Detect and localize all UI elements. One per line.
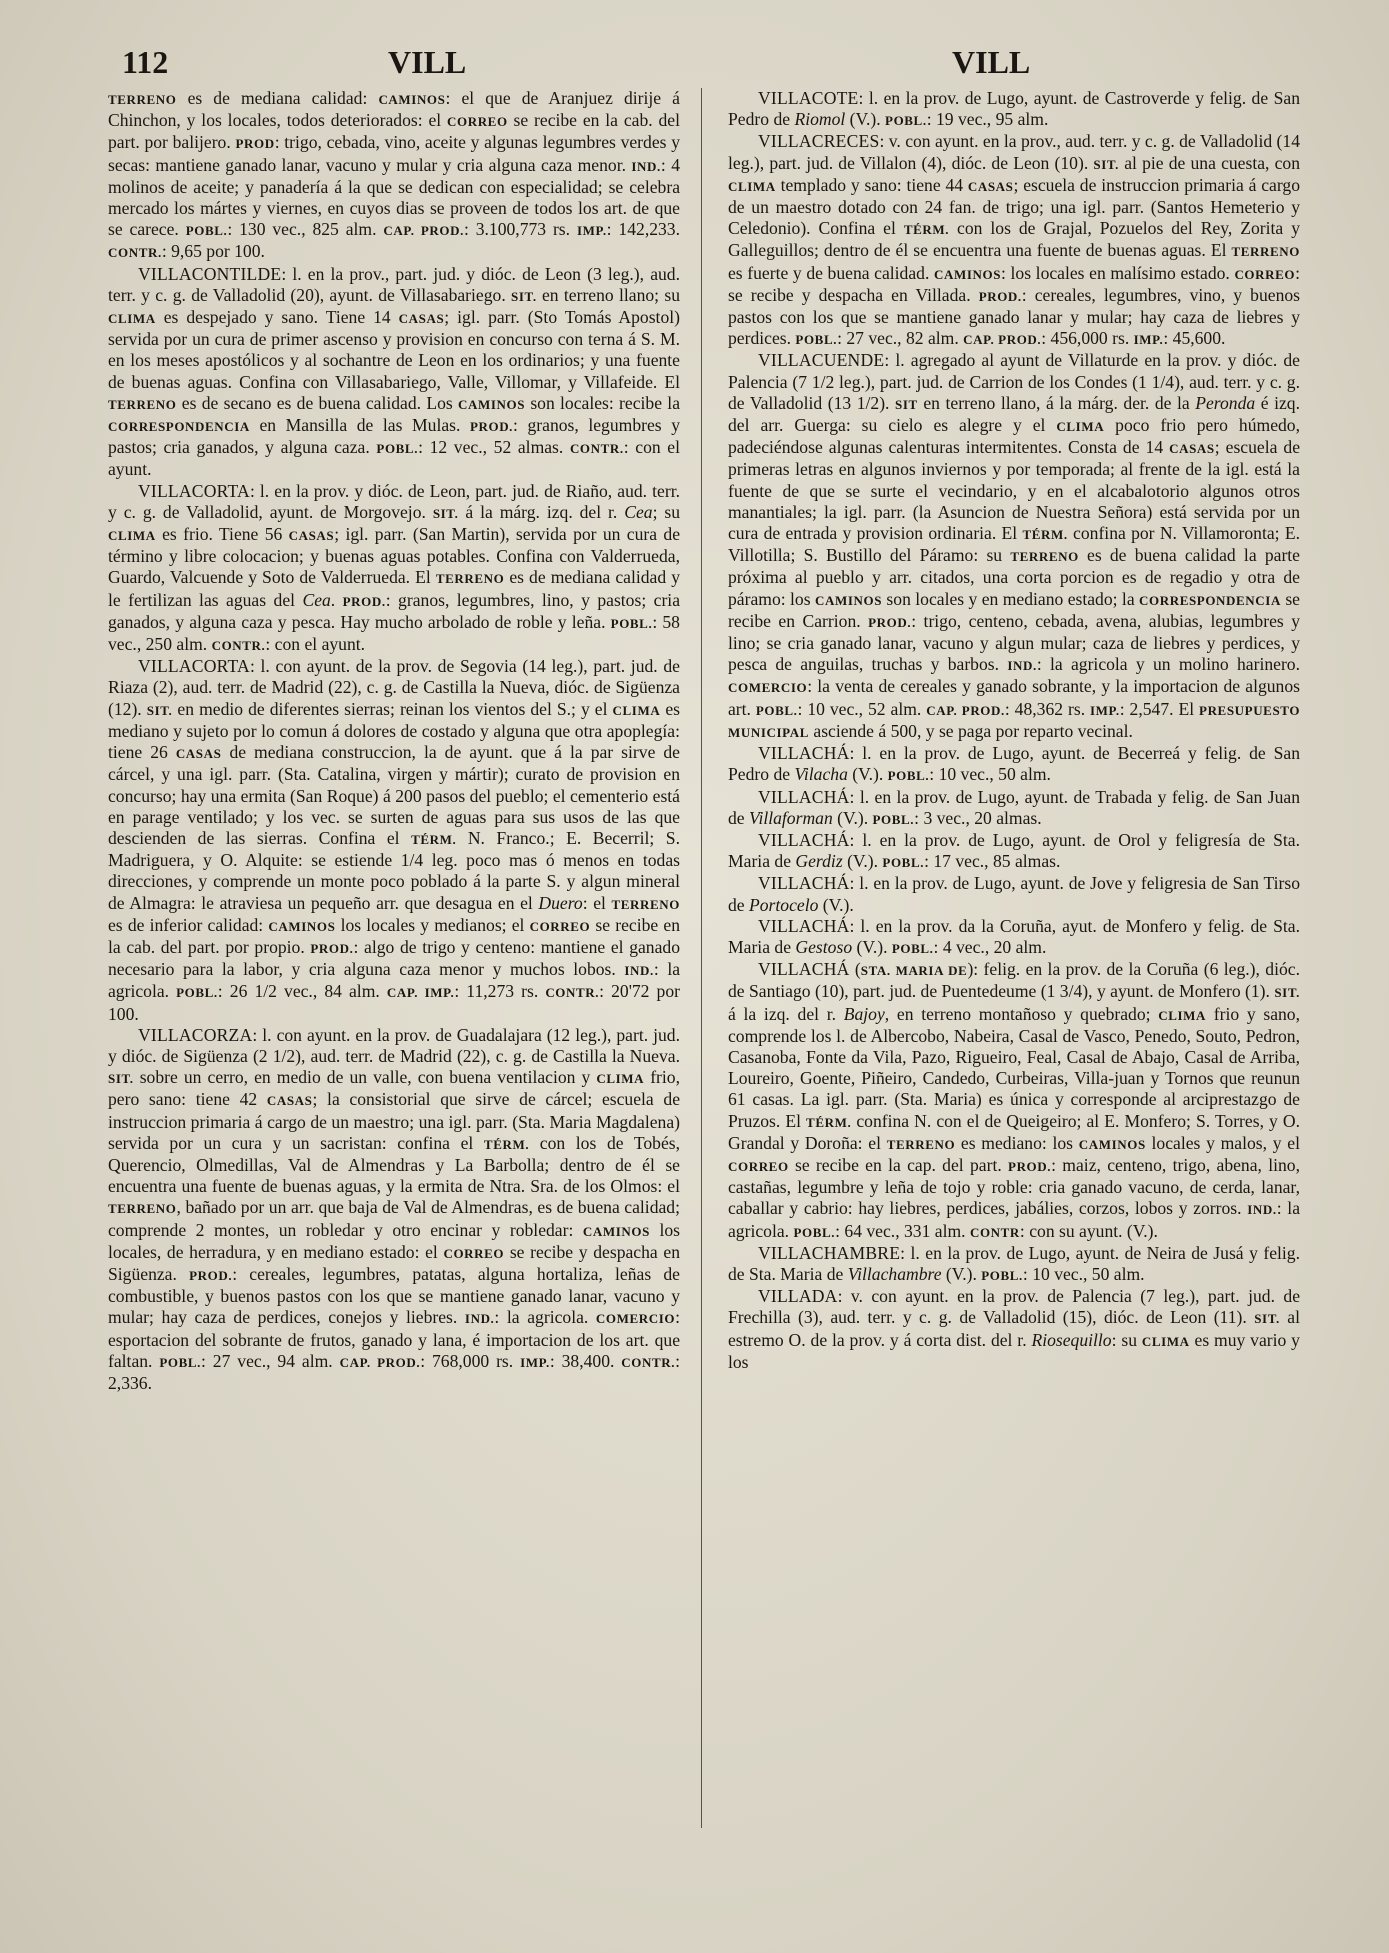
dictionary-entry: VILLACHÁ: l. en la prov. de Lugo, ayunt. de Becerreá y felig. de San Pedro de Vilacha (V.). POBL.: 10 vec., 50 alm. — [728, 743, 1300, 785]
running-header — [0, 44, 1389, 90]
dictionary-entry: VILLADA: v. con ayunt. en la prov. de Palencia (7 leg.), part. jud. de Frechilla (3), aud. terr. y c. g. de Valladolid (15), dióc. de Leon (11). SIT. al estremo O. de la prov. y á corta dist. del r. Riosequillo: su CLIMA es muy vario y los — [728, 1286, 1300, 1372]
right-running-head: VILL — [952, 44, 1031, 80]
dictionary-entry: VILLACONTILDE: l. en la prov., part. jud. y dióc. de Leon (3 leg.), aud. terr. y c. g. de Valladolid (20), ayunt. de Villasabariego. SIT. en terreno llano; su CLIMA es despejado y sano. Tiene 14 CASAS; igl. parr. (Sto Tomás Apostol) servida por un cura de primer ascenso y provision en concurso con terna á S. M. en los meses apostólicos y al sochantre de Leon en los ordinarios; y una fuente de buenas aguas. Confina con Villasabariego, Valle, Villomar, y Villafeide. El TERRENO es de secano es de buena calidad. Los CAMINOS son locales: recibe la CORRESPONDENCIA en Mansilla de las Mulas. PROD.: granos, legumbres y pastos; cria ganados, y alguna caza. POBL.: 12 vec., 52 almas. CONTR.: con el ayunt. — [108, 263, 680, 480]
left-column — [108, 88, 680, 1920]
dictionary-entry: VILLACHÁ: l. en la prov. de Lugo, ayunt. de Jove y feligresia de San Tirso de Portocelo (V.). — [728, 873, 1300, 915]
right-column — [728, 88, 1300, 1920]
dictionary-entry: VILLACOTE: l. en la prov. de Lugo, ayunt. de Castroverde y felig. de San Pedro de Riomol (V.). POBL.: 19 vec., 95 alm. — [728, 88, 1300, 130]
dictionary-entry: VILLACHAMBRE: l. en la prov. de Lugo, ayunt. de Neira de Jusá y felig. de Sta. Maria de Villachambre (V.). POBL.: 10 vec., 50 alm. — [728, 1242, 1300, 1284]
column-divider — [701, 88, 702, 1828]
dictionary-entry: VILLACORZA: l. con ayunt. en la prov. de Guadalajara (12 leg.), part. jud. y dióc. de Sigüenza (2 1/2), aud. terr. de Madrid (22), c. g. de Castilla la Nueva. SIT. sobre un cerro, en medio de un valle, con buena ventilacion y CLIMA frio, pero sano: tiene 42 CASAS; la consistorial que sirve de cárcel; escuela de instruccion primaria á cargo de un maestro; una igl. parr. (Sta. Maria Magdalena) servida por un cura y un sacristan: confina el TÉRM. con los de Tobés, Querencio, Olmedillas, Val de Almendras y La Barbolla; dentro de él se encuentra una fuente de buenas aguas, y la ermita de Ntra. Sra. de los Olmos: el TERRENO, bañado por un arr. que baja de Val de Almendras, es de buena calidad; comprende 2 montes, un robledar y otro encinar y robledar: CAMINOS los locales, de herradura, y en mediano estado: el CORREO se recibe y despacha en Sigüenza. PROD.: cereales, legumbres, patatas, alguna hortaliza, leñas de combustible, y buenos pastos con los que se mantiene ganado lanar, vacuno y mular; hay caza de perdices, conejos y liebres. IND.: la agricola. COMERCIO: esportacion del sobrante de frutos, ganado y lana, é importacion de los art. que faltan. POBL.: 27 vec., 94 alm. CAP. PROD.: 768,000 rs. IMP.: 38,400. CONTR.: 2,336. — [108, 1024, 680, 1393]
dictionary-entry: VILLACHÁ: l. en la prov. de Lugo, ayunt. de Orol y feligresía de Sta. Maria de Gerdiz (V.). POBL.: 17 vec., 85 almas. — [728, 829, 1300, 872]
dictionary-entry: VILLACORTA: l. con ayunt. de la prov. de Segovia (14 leg.), part. jud. de Riaza (2), aud. terr. de Madrid (22), c. g. de Castilla la Nueva, dióc. de Sigüenza (12). SIT. en medio de diferentes sierras; reinan los vientos del S.; y el CLIMA es mediano y sujeto por lo comun á dolores de costado y alguna que otra apoplegía: tiene 26 CASAS de mediana construccion, la de ayunt. que á la par sirve de cárcel, y una igl. parr. (Sta. Catalina, virgen y mártir); curato de provision en concurso; hay una ermita (San Roque) á 200 pasos del pueblo; el cementerio está en parage ventilado; y los vec. se surten de aguas para sus usos de las que descienden de las sierras. Confina el TÉRM. N. Franco.; E. Becerril; S. Madriguera, y O. Alquite: se estiende 1/4 leg. poco mas ó menos en todas direcciones, y comprende un monte poco poblado á la parte S. y algun mineral de Almagra: le atraviesa un pequeño arr. que desagua en el Duero: el TERRENO es de inferior calidad: CAMINOS los locales y medianos; el CORREO se recibe en la cab. del part. por propio. PROD.: algo de trigo y centeno: mantiene el ganado necesario para la labor, y cria alguna caza menor y muchos lobos. IND.: la agricola. POBL.: 26 1/2 vec., 84 alm. CAP. IMP.: 11,273 rs. CONTR.: 20'72 por 100. — [108, 656, 680, 1024]
dictionary-entry: TERRENO es de mediana calidad: CAMINOS: el que de Aranjuez dirije á Chinchon, y los locales, todos deteriorados: el CORREO se recibe en la cab. del part. por balijero. PROD: trigo, cebada, vino, aceite y algunas legumbres verdes y secas: mantiene ganado lanar, vacuno y mular y cria alguna caza menor. IND.: 4 molinos de aceite; y panadería á la que se dedican con especialidad; se celebra mercado los mártes y viernes, en cuyos dias se proveen de todos los art. de que se carece. POBL.: 130 vec., 825 alm. CAP. PROD.: 3.100,773 rs. IMP.: 142,233. CONTR.: 9,65 por 100. — [108, 88, 680, 262]
dictionary-entry: VILLACORTA: l. en la prov. y dióc. de Leon, part. jud. de Riaño, aud. terr. y c. g. de Valladolid, ayunt. de Morgovejo. SIT. á la márg. izq. del r. Cea; su CLIMA es frio. Tiene 56 CASAS; igl. parr. (San Martin), servida por un cura de término y libre colocacion; y buenas aguas potables. Confina con Valderrueda, Guardo, Valcuende y Soto de Valderrueda. El TERRENO es de mediana calidad y le fertilizan las aguas del Cea. PROD.: granos, legumbres, lino, y pastos; cria ganados, y alguna caza y pesca. Hay mucho arbolado de roble y leña. POBL.: 58 vec., 250 alm. CONTR.: con el ayunt. — [108, 480, 680, 655]
left-running-head: VILL — [388, 44, 467, 80]
dictionary-entry: VILLACHÁ: l. en la prov. da la Coruña, ayut. de Monfero y felig. de Sta. Maria de Gestoso (V.). POBL.: 4 vec., 20 alm. — [728, 915, 1300, 957]
dictionary-entry: VILLACRECES: v. con ayunt. en la prov., aud. terr. y c. g. de Valladolid (14 leg.), part. jud. de Villalon (4), dióc. de Leon (10). SIT. al pie de una cuesta, con CLIMA templado y sano: tiene 44 CASAS; escuela de instruccion primaria á cargo de un maestro dotado con 24 fan. de trigo; una igl. parr. (Santos Hemeterio y Celedonio). Confina el TÉRM. con los de Grajal, Pozuelos del Rey, Zorita y Galleguillos; dentro de él se encuentra una fuente de buenas aguas. El TERRENO es fuerte y de buena calidad. CAMINOS: los locales en malísimo estado. CORREO: se recibe y despacha en Villada. PROD.: cereales, legumbres, vino, y buenos pastos con los que se mantiene ganado lanar y mular; hay caza de liebres y perdices. POBL.: 27 vec., 82 alm. CAP. PROD.: 456,000 rs. IMP.: 45,600. — [728, 131, 1300, 349]
dictionary-entry: VILLACHÁ: l. en la prov. de Lugo, ayunt. de Trabada y felig. de San Juan de Villaforman (V.). POBL.: 3 vec., 20 almas. — [728, 786, 1300, 828]
dictionary-entry: VILLACUENDE: l. agregado al ayunt de Villaturde en la prov. y dióc. de Palencia (7 1/2 leg.), part. jud. de Carrion de los Condes (1 1/4), aud. terr. y c. g. de Valladolid (13 1/2). SIT en terreno llano, á la márg. der. de la Peronda é izq. del arr. Guerga: su cielo es alegre y el CLIMA poco frio pero húmedo, padeciéndose algunas calenturas intermitentes. Consta de 14 CASAS; escuela de primeras letras en algunos inviernos y por temporada; al frente de la igl. está la fuente de que se surte el vecindario, y en el alcabalotorio algunos otros manantiales; la igl. parr. (la Asuncion de Nuestra Señora) está servida por un cura de entrada y provision ordinaria. El TÉRM. confina por N. Villamoronta; E. Villotilla; S. Bustillo del Páramo: su TERRENO es de buena calidad la parte próxima al pueblo y arr. citados, una corta porcion es de regadio y otra de páramo: los CAMINOS son locales y en mediano estado; la CORRESPONDENCIA se recibe en Carrion. PROD.: trigo, centeno, cebada, avena, alubias, legumbres y lino; se cria ganado lanar, vacuno y algun mular; caza de liebres y perdices, y pesca de anguilas, truchas y barbos. IND.: la agricola y un molino harinero. COMERCIO: la venta de cereales y ganado sobrante, y la importacion de algunos art. POBL.: 10 vec., 52 alm. CAP. PROD.: 48,362 rs. IMP.: 2,547. El PRESUPUESTO MUNICIPAL asciende á 500, y se paga por reparto vecinal. — [728, 350, 1300, 741]
dictionary-entry: VILLACHÁ (STA. MARIA DE): felig. en la prov. de la Coruña (6 leg.), dióc. de Santiago (10), part. jud. de Puentedeume (1 3/4), y ayunt. de Monfero (1). SIT. á la izq. del r. Bajoy, en terreno montañoso y quebrado; CLIMA frio y sano, comprende los l. de Albercobo, Nabeira, Casal de Vasco, Penedo, Souto, Pedron, Casanoba, Fonte da Vila, Pazo, Rigueiro, Feal, Casal de Abajo, Casal de Arriba, Loureiro, Goente, Piñeiro, Candedo, Curbeiras, Villa-juan y Tornos que reunun 61 casas. La igl. parr. (Sta. Maria) es única y corresponde al arciprestazgo de Pruzos. El TÉRM. confina N. con el de Queigeiro; al E. Monfero; S. Torres, y O. Grandal y Doroña: el TERRENO es mediano: los CAMINOS locales y malos, y el CORREO se recibe en la cap. del part. PROD.: maiz, centeno, trigo, abena, lino, castañas, legumbre y leña de tojo y roble: cria ganado vacuno, de cerda, lanar, caballar y cabrio: hay liebres, perdices, jabálies, corzos, lobos y zorros. IND.: la agricola. POBL.: 64 vec., 331 alm. CONTR: con su ayunt. (V.). — [728, 959, 1300, 1241]
page-number: 112 — [122, 44, 169, 80]
